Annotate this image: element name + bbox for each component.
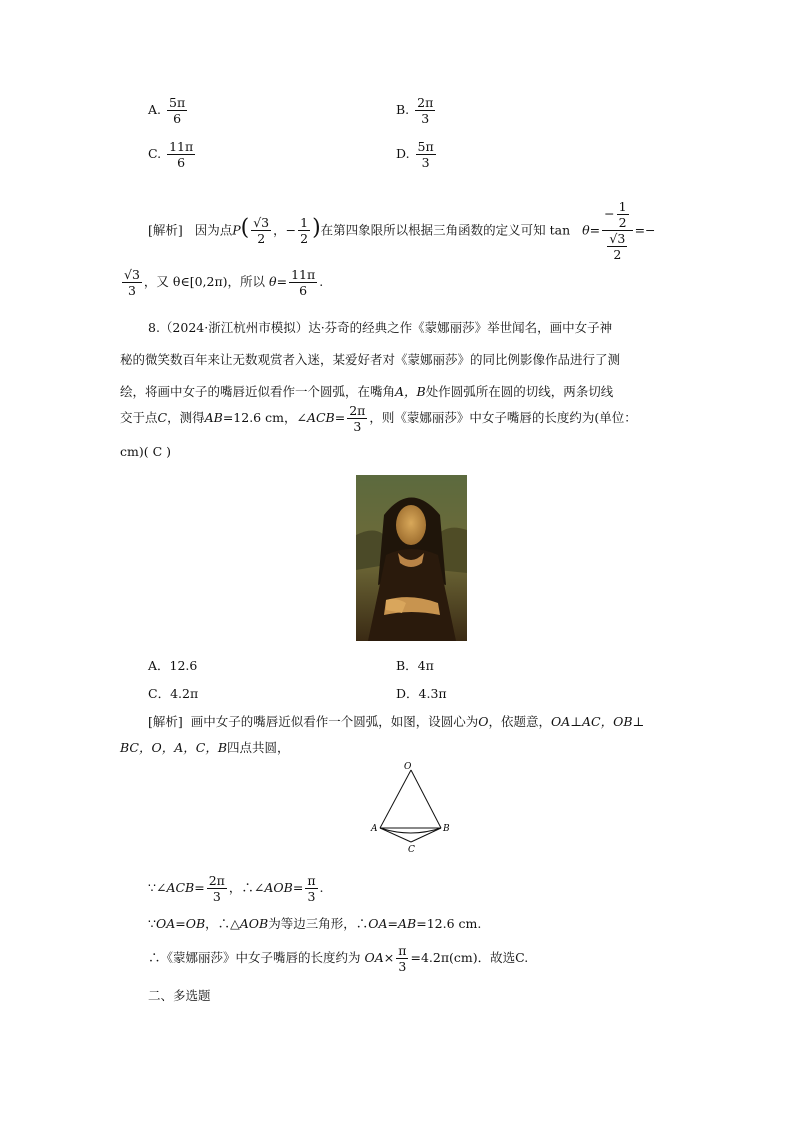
q8-line5: cm)( C ): [120, 444, 171, 459]
q8-line2: 秘的微笑数百年来让无数观赏者入迷，某爱好者对《蒙娜丽莎》的同比例影像作品进行了测: [120, 352, 621, 367]
circle-tangent-diagram: [366, 760, 458, 856]
section-heading: 二、多选题: [148, 988, 211, 1003]
q8-option-b: B．4π: [396, 658, 434, 673]
q7-option-b: B. $\frac{2\pi}{3}$: [396, 95, 434, 127]
label-b: B: [443, 824, 450, 834]
label-o: O: [404, 762, 412, 772]
label-a: A: [371, 824, 378, 834]
solution-step-1: ∵∠ACB= $\frac{2\pi}{3}$ ，∴∠AOB= $\frac{\pi}{3}$ .: [148, 873, 324, 905]
solution-step-3: ∴《蒙娜丽莎》中女子嘴唇的长度约为 OA× $\frac{\pi}{3}$ =4.2π(cm)．故选C.: [148, 943, 529, 975]
analysis8-line1: [解析] 画中女子的嘴唇近似看作一个圆弧，如图，设圆心为O，依题意，OA⊥AC，OB⊥: [148, 714, 645, 729]
analysis7-line1: [解析] 因为点P( $\frac{√3}{2}$ ，− $\frac{1}{2}$ )在第四象限所以根据三角函数的定义可知 tan θ= − $\frac{1}{2}$ $\frac{√3}{2}$ =−: [148, 199, 656, 263]
q8-option-c: C．4.2π: [148, 686, 199, 701]
q8-option-d: D．4.3π: [396, 686, 447, 701]
solution-step-2: ∵OA=OB，∴△AOB为等边三角形，∴OA=AB=12.6 cm.: [148, 916, 482, 931]
q8-line3: 绘，将画中女子的嘴唇近似看作一个圆弧，在嘴角A，B处作圆弧所在圆的切线，两条切线: [120, 384, 614, 399]
q8-line4: 交于点C，测得AB=12.6 cm，∠ACB= $\frac{2\pi}{3}$ ，则《蒙娜丽莎》中女子嘴唇的长度约为(单位：: [120, 403, 637, 435]
q7-option-a: A. $\frac{5\pi}{6}$: [148, 95, 186, 127]
q8-line1: 8.（2024·浙江杭州市模拟）达·芬奇的经典之作《蒙娜丽莎》举世闻名，画中女子神: [148, 320, 613, 335]
mona-lisa-image: [356, 475, 467, 641]
q7-option-d: D. $\frac{5\pi}{3}$: [396, 139, 434, 171]
q7-option-c: C. $\frac{11\pi}{6}$: [148, 139, 194, 171]
q8-option-a: A．12.6: [148, 658, 198, 673]
analysis7-line2: $\frac{√3}{3}$ ，又 θ∈[0,2π)，所以 θ= $\frac{11\pi}{6}$ .: [124, 267, 324, 299]
analysis8-line2: BC，O，A，C，B四点共圆，: [120, 740, 290, 755]
label-c: C: [408, 845, 415, 855]
